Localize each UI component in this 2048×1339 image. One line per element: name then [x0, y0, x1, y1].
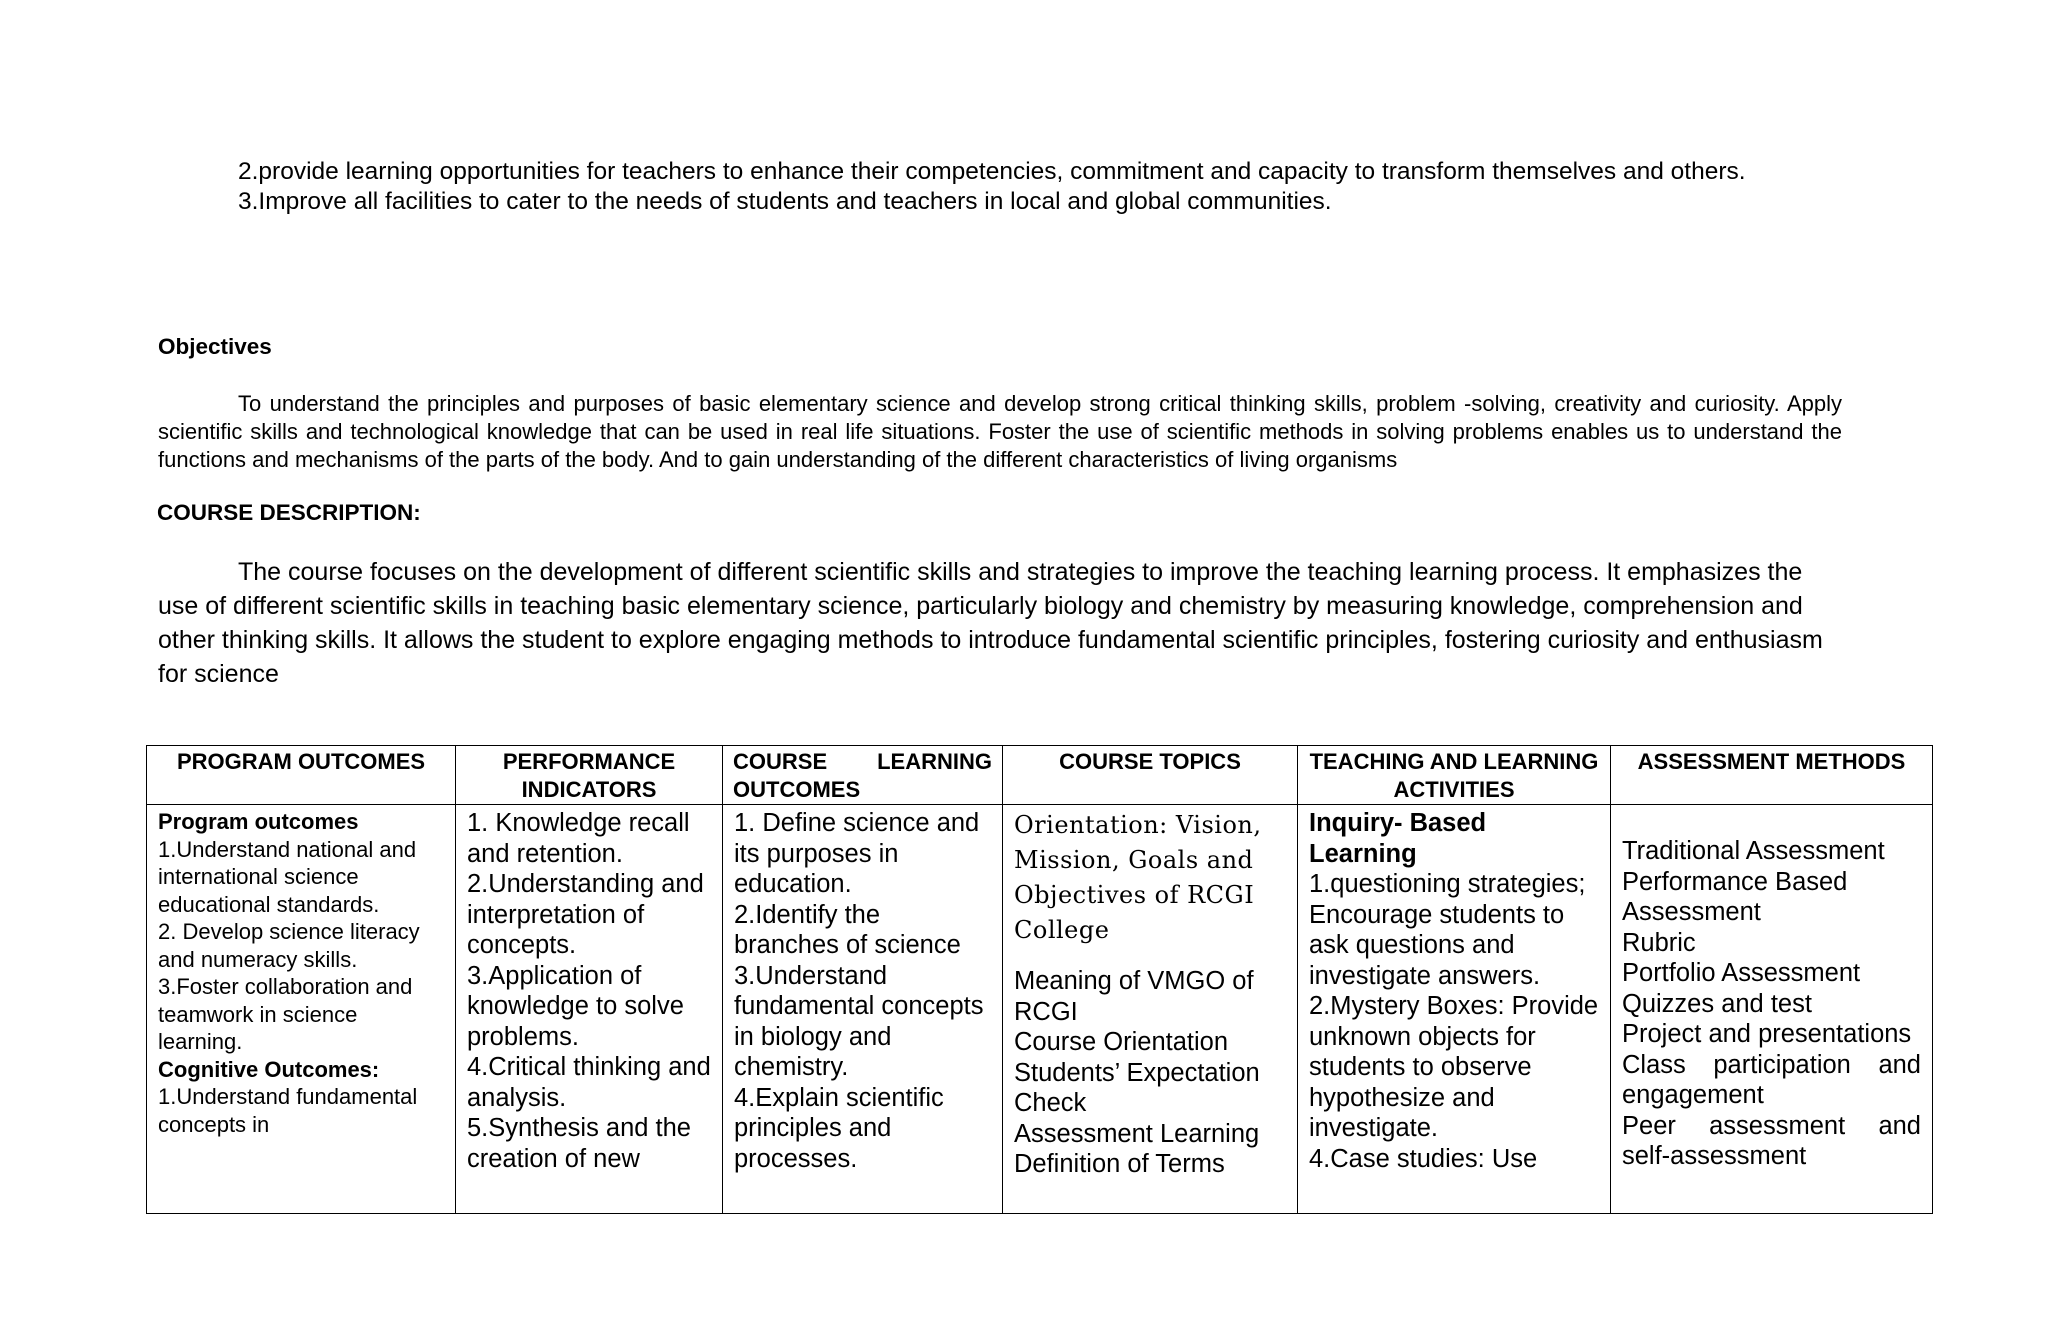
- performance-indicator-item: 3.Application of knowledge to solve problems.: [467, 961, 684, 1051]
- assessment-methods-cell: [1611, 805, 1933, 1214]
- learning-outcome-item: 2.Identify the branches of science: [734, 900, 961, 959]
- performance-indicator-item: 1. Knowledge recall and retention.: [467, 809, 690, 868]
- course-topic-item: Definition of Terms: [1014, 1150, 1225, 1178]
- performance-indicator-item: 2.Understanding and interpretation of concepts.: [467, 870, 704, 959]
- assessment-method-item: Performance Based Assessment: [1622, 867, 1848, 926]
- assessment-method-item: Rubric: [1622, 928, 1696, 957]
- teaching-activities-cell: [1298, 805, 1611, 1214]
- course-topics-cell: [1003, 805, 1298, 1214]
- assessment-method-item: Class participation and: [1622, 1050, 1921, 1079]
- assessment-method-item: Project and presentations: [1622, 1020, 1912, 1048]
- header-teaching-activities: TEACHING AND LEARNING ACTIVITIES: [1298, 746, 1611, 805]
- header-assessment-methods: ASSESSMENT METHODS: [1611, 746, 1933, 805]
- cognitive-outcomes-heading: Cognitive Outcomes:: [158, 1056, 380, 1082]
- learning-outcome-item: 4.Explain scientific principles and processes.: [734, 1083, 944, 1173]
- program-outcome-item: 1.Understand national and international science educational standards.: [158, 836, 417, 917]
- teaching-activity-item: 2.Mystery Boxes: Provide unknown objects for students to observe hypothesize and investigate.: [1309, 992, 1599, 1142]
- assessment-method-item: self-assessment: [1622, 1142, 1807, 1170]
- program-outcomes-cell: [147, 805, 456, 1214]
- orientation-topic: Orientation: Vision, Mission, Goals and Objectives of RCGI College: [1014, 811, 1262, 944]
- assessment-method-item: engagement: [1622, 1081, 1764, 1109]
- course-topic-item: Assessment Learning: [1014, 1119, 1260, 1148]
- course-description-heading: COURSE DESCRIPTION:: [157, 500, 421, 525]
- goals-list: [158, 157, 1842, 217]
- teaching-activity-item: 4.Case studies: Use: [1309, 1144, 1538, 1173]
- performance-indicators-cell: [456, 805, 723, 1214]
- performance-indicator-item: 4.Critical thinking and analysis.: [467, 1053, 711, 1112]
- table-row: [147, 805, 1933, 1214]
- learning-outcome-item: 3.Understand fundamental concepts in biology and chemistry.: [734, 961, 984, 1081]
- program-outcome-item: 2. Develop science literacy and numeracy skills.: [158, 919, 420, 972]
- assessment-method-item: Portfolio Assessment: [1622, 959, 1861, 987]
- course-topic-item: Meaning of VMGO of RCGI: [1014, 967, 1254, 1026]
- header-performance-indicators: PERFORMANCE INDICATORS: [456, 746, 723, 805]
- outcomes-table: [146, 745, 1933, 1214]
- assessment-method-item: Peer assessment and: [1622, 1111, 1921, 1140]
- cognitive-outcome-item: 1.Understand fundamental concepts in: [158, 1084, 418, 1137]
- course-description-text: The course focuses on the development of different scientific skills and strategies to improve the teaching learning process. It emphasizes the use of different scientific skills in teaching basic elementary science, particularly biology and chemistry by measuring knowledge, comprehension and other thinking skills. It allows the student to explore engaging methods to introduce fundamental scientific principles, fostering curiosity and enthusiasm for science: [158, 558, 1823, 688]
- course-topic-item: Course Orientation: [1014, 1028, 1229, 1056]
- program-outcomes-heading: Program outcomes: [158, 809, 359, 834]
- performance-indicator-item: 5.Synthesis and the creation of new: [467, 1114, 691, 1173]
- teaching-activity-item: 1.questioning strategies; Encourage students to ask questions and investigate answers.: [1309, 870, 1586, 990]
- header-course-topics: COURSE TOPICS: [1003, 746, 1298, 805]
- assessment-method-item: Traditional Assessment: [1622, 837, 1885, 865]
- course-learning-outcomes-cell: [723, 805, 1003, 1214]
- assessment-method-item: Quizzes and test: [1622, 989, 1812, 1018]
- learning-outcome-item: 1. Define science and its purposes in education.: [734, 809, 980, 898]
- table-header-row: [147, 746, 1933, 805]
- header-course-learning-outcomes: COURSE LEARNING OUTCOMES: [723, 746, 1003, 805]
- header-program-outcomes: PROGRAM OUTCOMES: [147, 746, 456, 805]
- objectives-heading: Objectives: [158, 334, 272, 359]
- program-outcome-item: 3.Foster collaboration and teamwork in science learning.: [158, 974, 413, 1054]
- goal-item-2: 2.provide learning opportunities for teachers to enhance their competencies, commitment and capacity to transform themselves and others.: [238, 158, 1746, 185]
- course-topic-item: Students’ Expectation Check: [1014, 1058, 1260, 1117]
- goal-item-3: 3.Improve all facilities to cater to the needs of students and teachers in local and global communities.: [238, 188, 1332, 215]
- objectives-text: To understand the principles and purposes of basic elementary science and develop strong critical thinking skills, problem -solving, creativity and curiosity. Apply scientific skills and technological knowledge that can be used in real life situations. Foster the use of scientific methods in solving problems enables us to understand the functions and mechanisms of the parts of the body. And to gain understanding of the different characteristics of living organisms: [158, 391, 1842, 472]
- inquiry-based-learning-heading: Inquiry- Based Learning: [1309, 809, 1487, 868]
